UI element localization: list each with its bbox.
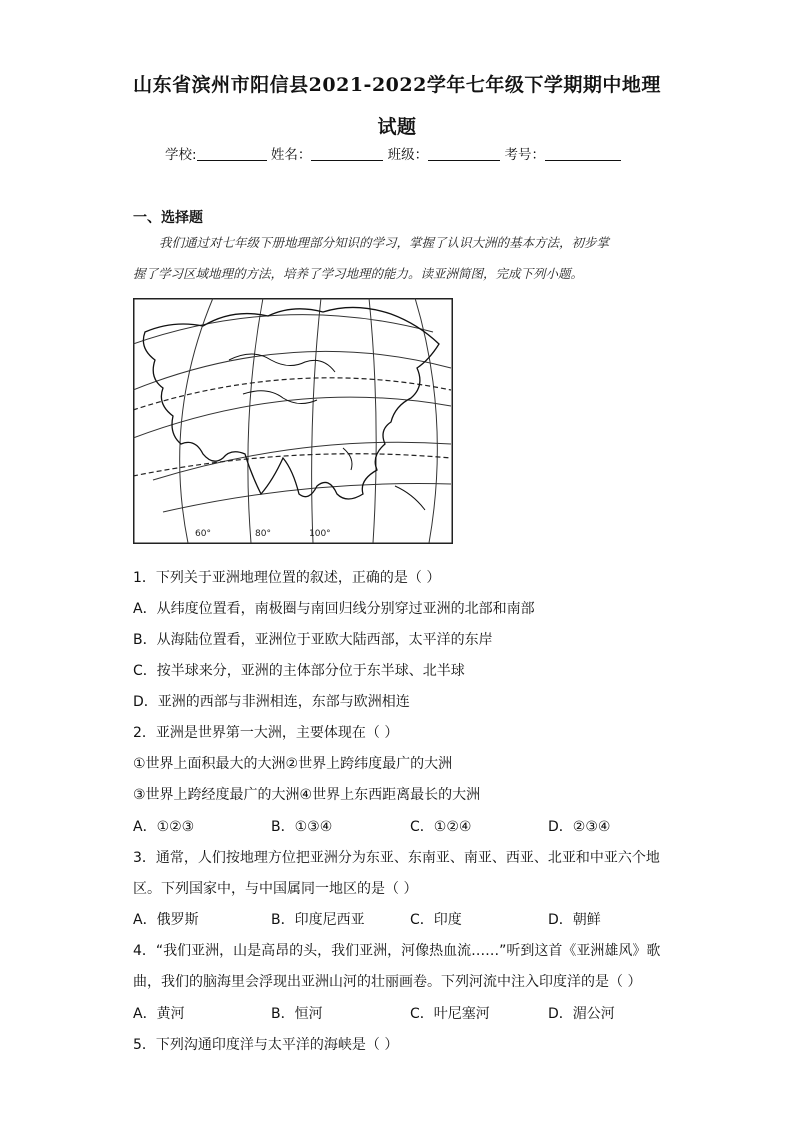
asia-sketch-map [133, 298, 453, 544]
school-label: 学校: [165, 147, 197, 163]
q2-option-d[interactable]: D．②③④ [548, 819, 611, 835]
q3-option-b[interactable]: B．印度尼西亚 [271, 912, 365, 928]
q4-stem-line1: 4．“我们亚洲，山是高昂的头，我们亚洲，河像热血流……”听到这首《亚洲雄风》歌 [133, 943, 661, 959]
section-intro-line2: 握了学习区域地理的方法，培养了学习地理的能力。读亚洲简图，完成下列小题。 [133, 266, 584, 281]
q4-option-d[interactable]: D．湄公河 [548, 1006, 615, 1022]
exam-number-label: 考号： [504, 147, 545, 163]
exam-title-line1: 山东省滨州市阳信县2021-2022学年七年级下学期期中地理 [133, 74, 661, 96]
exam-title-line2: 试题 [377, 116, 417, 138]
q1-option-c[interactable]: C．按半球来分，亚洲的主体部分位于东半球、北半球 [133, 663, 465, 679]
lon-label-80: 80° [255, 529, 271, 539]
name-label: 姓名： [270, 147, 312, 163]
school-blank[interactable] [197, 146, 267, 161]
q3-stem-line2: 区。下列国家中，与中国属同一地区的是（ ） [133, 881, 418, 897]
q1-option-a[interactable]: A．从纬度位置看，南极圈与南回归线分别穿过亚洲的北部和南部 [133, 601, 535, 617]
q5-stem: 5．下列沟通印度洋与太平洋的海峡是（ ） [133, 1037, 399, 1053]
lon-label-60: 60° [195, 529, 211, 539]
q2-option-a[interactable]: A．①②③ [133, 819, 195, 835]
class-label: 班级： [387, 147, 429, 163]
section-intro-line1: 我们通过对七年级下册地理部分知识的学习，掌握了认识大洲的基本方法，初步掌 [159, 235, 610, 250]
q2-option-c[interactable]: C．①②④ [410, 819, 472, 835]
q2-statement-2: ③世界上跨经度最广的大洲④世界上东西距离最长的大洲 [133, 787, 481, 803]
q4-stem-line2: 曲，我们的脑海里会浮现出亚洲山河的壮丽画卷。下列河流中注入印度洋的是（ ） [133, 974, 642, 990]
q4-option-b[interactable]: B．恒河 [271, 1006, 323, 1022]
q4-option-c[interactable]: C．叶尼塞河 [410, 1006, 490, 1022]
q3-option-a[interactable]: A．俄罗斯 [133, 912, 199, 928]
q2-option-b[interactable]: B．①③④ [271, 819, 333, 835]
q1-option-b[interactable]: B．从海陆位置看，亚洲位于亚欧大陆西部，太平洋的东岸 [133, 632, 493, 648]
q1-option-d[interactable]: D．亚洲的西部与非洲相连，东部与欧洲相连 [133, 694, 410, 710]
q4-option-a[interactable]: A．黄河 [133, 1006, 185, 1022]
q2-stem: 2．亚洲是世界第一大洲，主要体现在（ ） [133, 725, 399, 741]
section-title: 一、选择题 [133, 210, 203, 226]
class-blank[interactable] [428, 146, 500, 161]
exam-number-blank[interactable] [545, 146, 621, 161]
q1-stem: 1．下列关于亚洲地理位置的叙述，正确的是（ ） [133, 570, 441, 586]
lon-label-100: 100° [309, 529, 331, 539]
student-info-row [165, 143, 621, 163]
name-blank[interactable] [311, 146, 383, 161]
q2-statement-1: ①世界上面积最大的大洲②世界上跨纬度最广的大洲 [133, 756, 453, 772]
q3-option-d[interactable]: D．朝鲜 [548, 912, 601, 928]
q3-option-c[interactable]: C．印度 [410, 912, 462, 928]
q3-stem-line1: 3．通常，人们按地理方位把亚洲分为东亚、东南亚、南亚、西亚、北亚和中亚六个地 [133, 850, 660, 866]
